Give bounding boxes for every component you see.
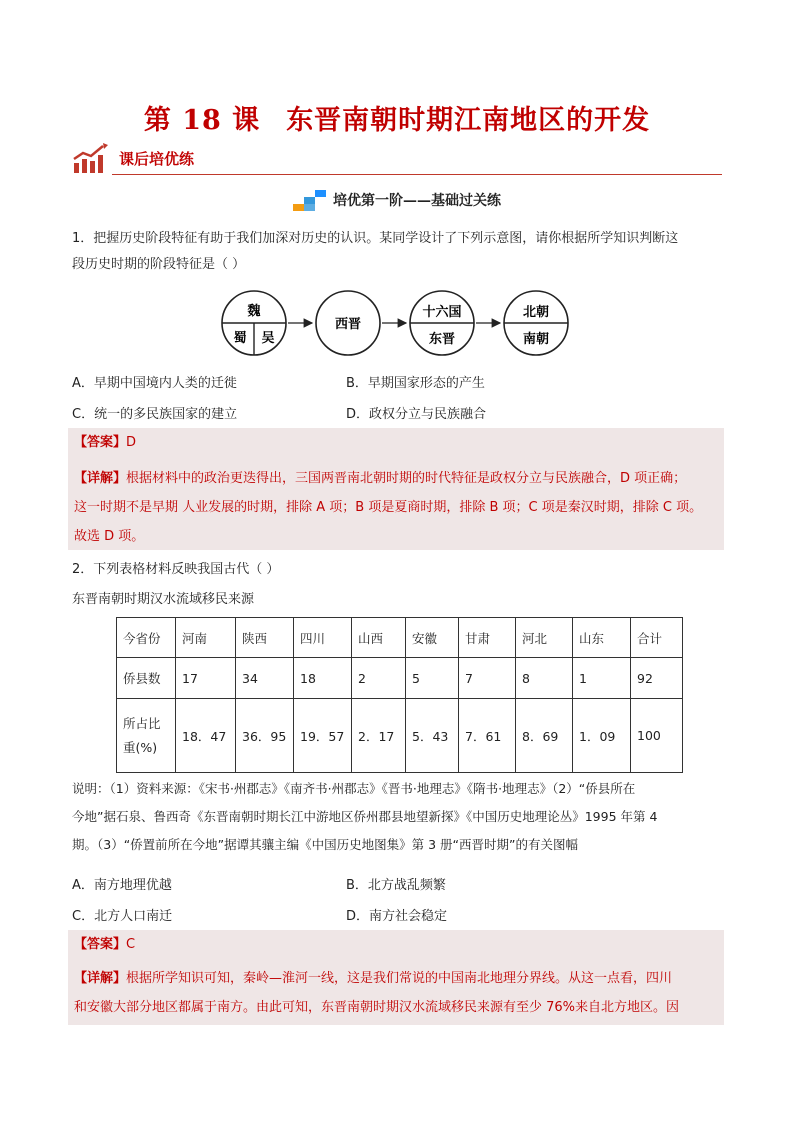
q1-detail xyxy=(74,464,722,551)
table-row xyxy=(117,658,683,699)
detail-text: 根据材料中的政治更迭得出，三国两晋南北朝时期的时代特征是政权分立与民族融合，D 项正确； xyxy=(126,471,687,486)
table-cell: 8．69 xyxy=(516,699,573,773)
table-cell: 山西 xyxy=(352,618,406,658)
table-cell: 34 xyxy=(236,658,294,699)
note-line: 今地”据石泉、鲁西奇《东晋南朝时期长江中游地区侨州郡县地望新探》《中国历史地理论丛》1995 年第 4 xyxy=(72,809,658,824)
q2-option-d[interactable]: D．南方社会稳定 xyxy=(346,909,448,924)
migration-table xyxy=(116,617,683,773)
circle-label-wu: 吴 xyxy=(261,331,275,346)
circle-label-shu: 蜀 xyxy=(233,331,247,346)
banner-underline xyxy=(112,174,722,175)
q1-stem-line: 1．把握历史阶段特征有助于我们加深对历史的认识。某同学设计了下列示意图，请你根据所学知识判断这 xyxy=(72,231,679,246)
q1-option-a[interactable]: A．早期中国境内人类的迁徙 xyxy=(72,376,237,391)
section-heading xyxy=(0,190,794,212)
diagram-circle-sixteen-kingdoms xyxy=(410,291,474,355)
table-cell: 92 xyxy=(631,658,683,699)
note-line: 说明：（1）资料来源：《宋书·州郡志》《南齐书·州郡志》《晋书·地理志》《隋书·地理志》（2）“侨县所在 xyxy=(72,781,636,796)
table-cell: 18．47 xyxy=(176,699,236,773)
detail-tag: 【详解】 xyxy=(74,471,127,486)
table-cell: 36．95 xyxy=(236,699,294,773)
circle-label-nanchao: 南朝 xyxy=(522,332,550,347)
table-cell: 5．43 xyxy=(406,699,459,773)
stairs-icon xyxy=(293,190,327,212)
table-cell: 合计 xyxy=(631,618,683,658)
answer-tag: 【答案】 xyxy=(74,937,127,952)
answer-value: D xyxy=(126,435,137,450)
table-cell: 18 xyxy=(294,658,352,699)
q2-option-b[interactable]: B．北方战乱频繁 xyxy=(346,878,446,893)
detail-text: 根据所学知识可知，秦岭—淮河一线，这是我们常说的中国南北地理分界线。从这一点看，四川 xyxy=(126,971,673,986)
table-cell: 8 xyxy=(516,658,573,699)
table-cell: 17 xyxy=(176,658,236,699)
table-cell: 安徽 xyxy=(406,618,459,658)
table-cell: 2 xyxy=(352,658,406,699)
table-cell: 100 xyxy=(631,699,683,773)
lesson-topic: 东晋南朝时期江南地区的开发 xyxy=(286,105,651,136)
q2-option-a[interactable]: A．南方地理优越 xyxy=(72,878,172,893)
table-cell: 陕西 xyxy=(236,618,294,658)
table-cell: 19．57 xyxy=(294,699,352,773)
detail-line: 和安徽大部分地区都属于南方。由此可知，东晋南朝时期汉水流域移民来源有至少 76%来自北方地区。因 xyxy=(74,1000,680,1015)
table-note xyxy=(72,775,724,859)
circle-label-xijin: 西晋 xyxy=(334,317,362,332)
section-label: 培优第一阶——基础过关练 xyxy=(333,193,501,209)
circle-label-dongjin: 东晋 xyxy=(428,332,456,347)
circle-label-shiliuguo: 十六国 xyxy=(422,305,462,320)
detail-line xyxy=(74,464,722,493)
after-class-banner xyxy=(72,143,722,177)
lesson-number: 第 18 课 xyxy=(143,105,261,136)
q2-option-c[interactable]: C．北方人口南迁 xyxy=(72,909,173,924)
circle-label-beichao: 北朝 xyxy=(522,305,550,320)
table-cell: 甘肃 xyxy=(459,618,516,658)
table-cell: 山东 xyxy=(573,618,631,658)
q1-answer xyxy=(74,429,136,456)
table-cell: 四川 xyxy=(294,618,352,658)
banner-label: 课后培优练 xyxy=(119,150,195,168)
detail-line xyxy=(74,964,722,993)
table-caption: 东晋南朝时期汉水流域移民来源 xyxy=(72,592,255,607)
q2-detail xyxy=(74,964,722,1022)
note-line: 期。（3）“侨置前所在今地”据谭其骧主编《中国历史地图集》第 3 册“西晋时期”的有关图幅 xyxy=(72,837,579,852)
answer-tag: 【答案】 xyxy=(74,435,127,450)
table-cell: 今省份 xyxy=(117,618,176,658)
table-cell: 所占比 重(%) xyxy=(117,699,176,773)
table-cell: 侨县数 xyxy=(117,658,176,699)
table-cell: 河南 xyxy=(176,618,236,658)
q1-option-d[interactable]: D．政权分立与民族融合 xyxy=(346,407,487,422)
q2-answer xyxy=(74,931,135,958)
bar-chart-icon xyxy=(72,143,110,175)
table-header-row xyxy=(117,618,683,658)
dynasty-flow-diagram xyxy=(218,287,578,359)
detail-line: 故选 D 项。 xyxy=(74,529,145,544)
table-cell: 7 xyxy=(459,658,516,699)
diagram-circle-northern-southern xyxy=(504,291,568,355)
table-cell: 2．17 xyxy=(352,699,406,773)
answer-value: C xyxy=(126,937,136,952)
diagram-circle-three-kingdoms xyxy=(222,291,286,355)
table-cell: 河北 xyxy=(516,618,573,658)
page-title xyxy=(0,98,794,137)
table-cell: 1 xyxy=(573,658,631,699)
q1-option-c[interactable]: C．统一的多民族国家的建立 xyxy=(72,407,238,422)
q1-stem-line: 段历史时期的阶段特征是（ ） xyxy=(72,257,246,272)
table-cell: 1．09 xyxy=(573,699,631,773)
question-1-stem xyxy=(72,226,724,278)
table-cell: 7．61 xyxy=(459,699,516,773)
circle-label-wei: 魏 xyxy=(247,304,261,319)
table-row xyxy=(117,699,683,773)
detail-tag: 【详解】 xyxy=(74,971,127,986)
table-cell: 5 xyxy=(406,658,459,699)
detail-line: 这一时期不是早期 人业发展的时期，排除 A 项；B 项是夏商时期，排除 B 项；C 项是秦汉时期，排除 C 项。 xyxy=(74,500,703,515)
diagram-circle-western-jin xyxy=(316,291,380,355)
question-2-stem: 2．下列表格材料反映我国古代（ ） xyxy=(72,562,280,577)
q1-option-b[interactable]: B．早期国家形态的产生 xyxy=(346,376,485,391)
